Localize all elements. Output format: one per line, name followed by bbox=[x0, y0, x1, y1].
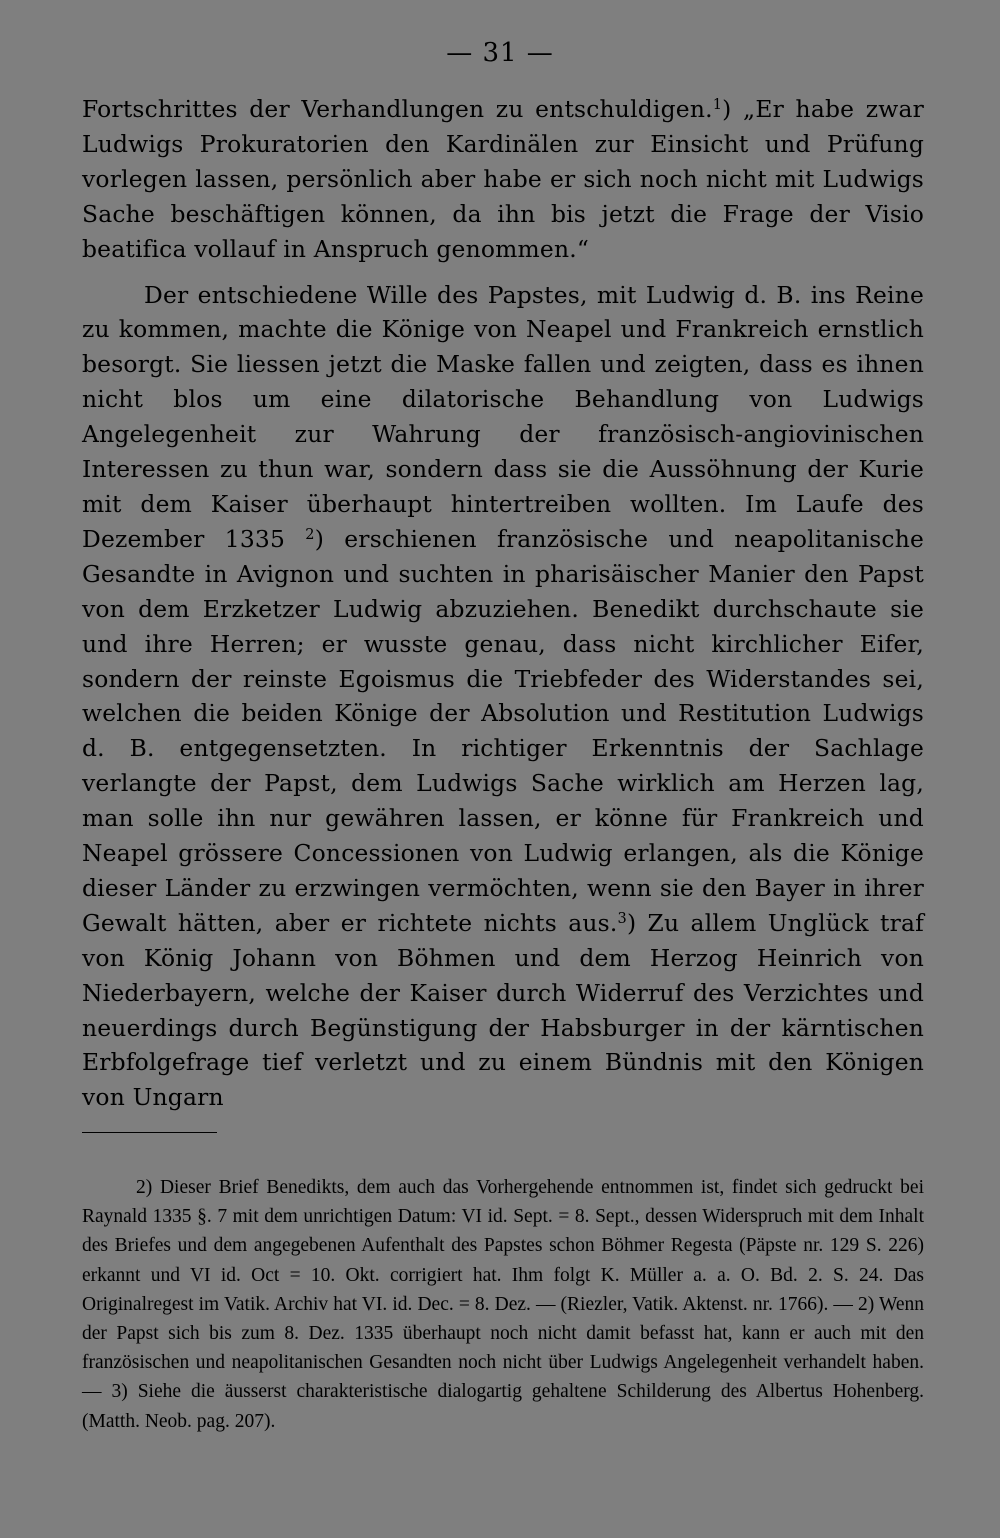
text-run: ) Zu allem Unglück traf von König Johann von Böhmen und dem Herzog Heinrich von Niederbayern, welche der Kaiser durch Widerruf des Verzichtes und neuerdings durch Begünstigung der Habsburger in der kärntischen Erbfolgefrage tief verletzt und zu einem Bündnis mit den Königen von Ungarn bbox=[82, 908, 925, 1112]
footnotes bbox=[82, 1173, 924, 1436]
footnote-reference: 1 bbox=[712, 97, 723, 114]
paragraph-continuation bbox=[82, 92, 924, 267]
paragraph bbox=[82, 278, 924, 1116]
text-run: ) „Er habe zwar Ludwigs Prokuratorien den Kardinälen zur Einsicht und Prüfung vorlegen lassen, persönlich aber habe er sich noch nicht mit Ludwigs Sache beschäftigen können, da ihn bis jetzt die Frage der Visio beatifica vollauf in Anspruch genommen.“ bbox=[82, 95, 924, 263]
main-text bbox=[82, 92, 924, 1115]
footnote-separator bbox=[82, 1132, 217, 1133]
text-run: ) erschienen französische und neapolitanische Gesandte in Avignon und suchten in pharisäischer Manier den Papst von dem Erzketzer Ludwig abzuziehen. Benedikt durchschaute sie und ihre Herren; er wusste genau, dass nicht kirchlicher Eifer, sondern der reinste Egoismus die Triebfeder des Widerstandes sei, welchen die beiden Könige der Absolution und Restitution Ludwigs d. B. entgegensetzten. In richtiger Erkenntnis der Sachlage verlangte der Papst, dem Ludwigs Sache wirklich am Herzen lag, man solle ihn nur gewähren lassen, er könne für Frankreich und Neapel grössere Concessionen von Ludwig erlangen, als die Könige dieser Länder zu erzwingen vermöchten, wenn sie den Bayer in ihrer Gewalt hätten, aber er richtete nichts aus. bbox=[82, 524, 925, 937]
footnote-text: 2) Dieser Brief Benedikts, dem auch das Vorhergehende entnommen ist, findet sich gedruckt bei Raynald 1335 §. 7 mit dem unrichtigen Datum: VI id. Sept. = 8. Sept., dessen Widerspruch mit dem Inhalt des Briefes und dem angegebenen Aufenthalt des Papstes schon Böhmer Regesta (Päpste nr. 129 S. 226) erkannt und VI id. Oct = 10. Okt. corrigiert hat. Ihm folgt K. Müller a. a. O. Bd. 2. S. 24. Das Originalregest im Vatik. Archiv hat VI. id. Dec. = 8. Dez. — (Riezler, Vatik. Aktenst. nr. 1766). — 2) Wenn der Papst sich bis zum 8. Dez. 1335 überhaupt noch nicht damit befasst hat, kann er auch mit den französischen und neapolitanischen Gesandten noch nicht über Ludwigs Angelegenheit verhandelt haben. — 3) Siehe die äusserst charakteristische dialogartig gehaltene Schilderung des Albertus Hohenberg. (Matth. Neob. pag. 207). bbox=[82, 1177, 924, 1432]
footnote-reference: 2 bbox=[305, 526, 315, 543]
text-run: Der entschiedene Wille des Papstes, mit Ludwig d. B. ins Reine zu kommen, machte die Könige von Neapel und Frankreich ernstlich besorgt. Sie liessen jetzt die Maske fallen und zeigten, dass es ihnen nicht blos um eine dilatorische Behandlung von Ludwigs Angelegenheit zur Wahrung der französisch-angiovinischen Interessen zu thun war, sondern dass sie die Aussöhnung der Kurie mit dem Kaiser überhaupt hintertreiben wollten. Im Laufe des Dezember 1335 bbox=[82, 280, 924, 553]
page-number: — 31 — bbox=[446, 38, 554, 68]
text-run: Fortschrittes der Verhandlungen zu entschuldigen. bbox=[82, 95, 713, 123]
footnote-reference: 3 bbox=[617, 910, 627, 927]
